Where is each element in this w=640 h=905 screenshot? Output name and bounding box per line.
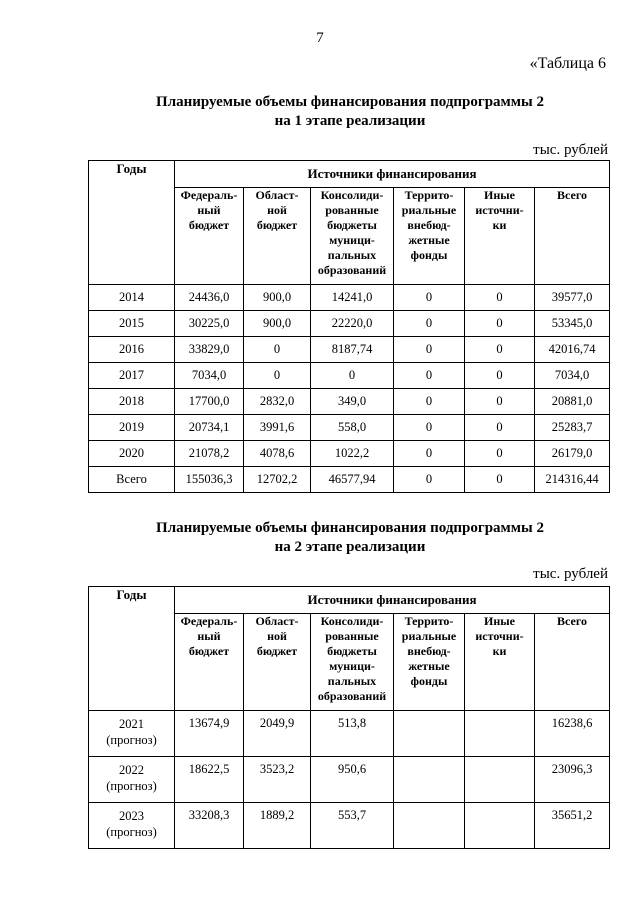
- column-header-line: Террито-: [404, 188, 454, 202]
- value-cell: 0: [465, 311, 535, 337]
- column-header-line: бюджет: [188, 644, 230, 658]
- column-header-line: Област-: [255, 188, 299, 202]
- value-cell: [394, 711, 465, 757]
- value-cell: 900,0: [244, 285, 311, 311]
- value-cell: 35651,2: [535, 803, 610, 849]
- value-cell: 0: [394, 311, 465, 337]
- table-row: [89, 467, 610, 493]
- table1-unit-label: тыс. рублей: [533, 142, 608, 158]
- column-header-line: бюджет: [256, 644, 298, 658]
- value-cell: [465, 757, 535, 803]
- column-header-line: муници-: [329, 659, 375, 673]
- value-cell: 0: [465, 415, 535, 441]
- value-cell: 1022,2: [311, 441, 394, 467]
- value-cell: 2832,0: [244, 389, 311, 415]
- column-header: [535, 188, 610, 285]
- value-cell: 7034,0: [535, 363, 610, 389]
- column-header-line: фонды: [410, 674, 448, 688]
- value-cell: [465, 711, 535, 757]
- value-cell: 17700,0: [175, 389, 244, 415]
- sources-header: Источники финансирования: [175, 161, 610, 188]
- column-header-line: ный: [197, 203, 221, 217]
- year-value: 2021: [119, 717, 144, 731]
- year-cell: [89, 467, 175, 493]
- value-cell: 22220,0: [311, 311, 394, 337]
- year-note: (прогноз): [106, 779, 157, 793]
- value-cell: 0: [394, 467, 465, 493]
- value-cell: 0: [465, 441, 535, 467]
- year-value: 2014: [119, 290, 144, 304]
- value-cell: 39577,0: [535, 285, 610, 311]
- value-cell: 0: [394, 441, 465, 467]
- value-cell: 12702,2: [244, 467, 311, 493]
- value-cell: 33208,3: [175, 803, 244, 849]
- year-cell: [89, 285, 175, 311]
- year-value: 2015: [119, 316, 144, 330]
- column-header-line: Всего: [557, 188, 587, 202]
- year-value: 2018: [119, 394, 144, 408]
- column-header-line: Федераль-: [180, 188, 238, 202]
- column-header-line: Всего: [557, 614, 587, 628]
- table-row: [89, 803, 610, 849]
- value-cell: 23096,3: [535, 757, 610, 803]
- table1-body: [89, 285, 610, 493]
- column-header-line: Федераль-: [180, 614, 238, 628]
- table2-title: [100, 519, 600, 557]
- value-cell: 53345,0: [535, 311, 610, 337]
- value-cell: 0: [394, 389, 465, 415]
- table-row: [89, 711, 610, 757]
- column-header-line: ки: [492, 644, 507, 658]
- year-note: (прогноз): [106, 825, 157, 839]
- value-cell: 950,6: [311, 757, 394, 803]
- column-header-line: риальные: [401, 203, 457, 217]
- column-header-line: муници-: [329, 233, 375, 247]
- value-cell: 2049,9: [244, 711, 311, 757]
- value-cell: 0: [465, 389, 535, 415]
- column-header-line: рованные: [325, 203, 379, 217]
- year-cell: [89, 311, 175, 337]
- value-cell: 558,0: [311, 415, 394, 441]
- column-header: [311, 614, 394, 711]
- column-header-line: бюджеты: [327, 218, 377, 232]
- value-cell: [394, 757, 465, 803]
- column-header: [535, 614, 610, 711]
- year-value: 2019: [119, 420, 144, 434]
- column-header: [394, 188, 465, 285]
- year-cell: [89, 803, 175, 849]
- column-header-line: Област-: [255, 614, 299, 628]
- value-cell: 4078,6: [244, 441, 311, 467]
- table-row: [89, 285, 610, 311]
- column-header-line: образований: [317, 689, 387, 703]
- column-header-line: образований: [317, 263, 387, 277]
- column-header-line: Иные: [484, 614, 515, 628]
- value-cell: 0: [394, 415, 465, 441]
- value-cell: 553,7: [311, 803, 394, 849]
- value-cell: 513,8: [311, 711, 394, 757]
- table2-unit-label: тыс. рублей: [533, 566, 608, 582]
- column-header: [175, 188, 244, 285]
- year-value: 2016: [119, 342, 144, 356]
- column-header: [465, 188, 535, 285]
- column-header: [244, 614, 311, 711]
- value-cell: 0: [244, 363, 311, 389]
- column-header: [244, 188, 311, 285]
- table1-title-line2: на 1 этапе реализации: [274, 113, 426, 129]
- value-cell: [394, 803, 465, 849]
- table-label: «Таблица 6: [529, 55, 606, 72]
- value-cell: 7034,0: [175, 363, 244, 389]
- value-cell: 0: [394, 363, 465, 389]
- year-note: (прогноз): [106, 733, 157, 747]
- column-header-line: Террито-: [404, 614, 454, 628]
- year-cell: [89, 337, 175, 363]
- value-cell: 0: [465, 467, 535, 493]
- column-header: [465, 614, 535, 711]
- year-value: 2017: [119, 368, 144, 382]
- value-cell: 20881,0: [535, 389, 610, 415]
- table-row: [89, 415, 610, 441]
- value-cell: 33829,0: [175, 337, 244, 363]
- value-cell: 26179,0: [535, 441, 610, 467]
- column-header-line: бюджет: [256, 218, 298, 232]
- year-value: 2022: [119, 763, 144, 777]
- years-header: Годы: [89, 587, 175, 711]
- value-cell: 20734,1: [175, 415, 244, 441]
- table1-title: [100, 93, 600, 131]
- page-number: 7: [316, 30, 324, 46]
- value-cell: 25283,7: [535, 415, 610, 441]
- table-row: [89, 363, 610, 389]
- value-cell: 349,0: [311, 389, 394, 415]
- column-header: [394, 614, 465, 711]
- value-cell: 8187,74: [311, 337, 394, 363]
- year-cell: [89, 363, 175, 389]
- year-cell: [89, 441, 175, 467]
- sources-header: Источники финансирования: [175, 587, 610, 614]
- value-cell: 0: [465, 285, 535, 311]
- value-cell: 0: [244, 337, 311, 363]
- financing-table-stage2: [88, 586, 610, 849]
- value-cell: 13674,9: [175, 711, 244, 757]
- value-cell: 214316,44: [535, 467, 610, 493]
- value-cell: 900,0: [244, 311, 311, 337]
- table2-title-line1: Планируемые объемы финансирования подпрограммы 2: [156, 520, 544, 536]
- value-cell: 16238,6: [535, 711, 610, 757]
- column-header-line: риальные: [401, 629, 457, 643]
- value-cell: 21078,2: [175, 441, 244, 467]
- column-header-line: Консолиди-: [320, 188, 384, 202]
- value-cell: [465, 803, 535, 849]
- value-cell: 0: [465, 337, 535, 363]
- value-cell: 14241,0: [311, 285, 394, 311]
- column-header-line: источни-: [475, 203, 524, 217]
- value-cell: 0: [394, 285, 465, 311]
- column-header-line: бюджет: [188, 218, 230, 232]
- column-header-line: жетные: [408, 659, 450, 673]
- column-header-line: ки: [492, 218, 507, 232]
- value-cell: 0: [311, 363, 394, 389]
- column-header-line: рованные: [325, 629, 379, 643]
- table2-body: [89, 711, 610, 849]
- column-header: [175, 614, 244, 711]
- column-header-line: фонды: [410, 248, 448, 262]
- column-header-line: Иные: [484, 188, 515, 202]
- value-cell: 46577,94: [311, 467, 394, 493]
- column-header-line: ной: [267, 629, 287, 643]
- column-header-line: бюджеты: [327, 644, 377, 658]
- column-header-line: источни-: [475, 629, 524, 643]
- value-cell: 0: [465, 363, 535, 389]
- table2-title-line2: на 2 этапе реализации: [274, 539, 426, 555]
- column-header-line: пальных: [327, 248, 377, 262]
- value-cell: 3991,6: [244, 415, 311, 441]
- year-value: Всего: [116, 472, 147, 486]
- value-cell: 42016,74: [535, 337, 610, 363]
- table-row: [89, 389, 610, 415]
- table-row: [89, 441, 610, 467]
- year-value: 2020: [119, 446, 144, 460]
- value-cell: 30225,0: [175, 311, 244, 337]
- table-row: [89, 311, 610, 337]
- year-value: 2023: [119, 809, 144, 823]
- years-header: Годы: [89, 161, 175, 285]
- year-cell: [89, 415, 175, 441]
- value-cell: 1889,2: [244, 803, 311, 849]
- year-cell: [89, 757, 175, 803]
- column-header-line: жетные: [408, 233, 450, 247]
- column-header: [311, 188, 394, 285]
- value-cell: 3523,2: [244, 757, 311, 803]
- table-row: [89, 757, 610, 803]
- value-cell: 155036,3: [175, 467, 244, 493]
- column-header-line: внебюд-: [407, 218, 451, 232]
- column-header-line: ный: [197, 629, 221, 643]
- column-header-line: внебюд-: [407, 644, 451, 658]
- column-header-line: ной: [267, 203, 287, 217]
- value-cell: 0: [394, 337, 465, 363]
- value-cell: 18622,5: [175, 757, 244, 803]
- column-header-line: пальных: [327, 674, 377, 688]
- year-cell: [89, 711, 175, 757]
- table1-title-line1: Планируемые объемы финансирования подпрограммы 2: [156, 94, 544, 110]
- table-row: [89, 337, 610, 363]
- year-cell: [89, 389, 175, 415]
- column-header-line: Консолиди-: [320, 614, 384, 628]
- value-cell: 24436,0: [175, 285, 244, 311]
- financing-table-stage1: [88, 160, 610, 493]
